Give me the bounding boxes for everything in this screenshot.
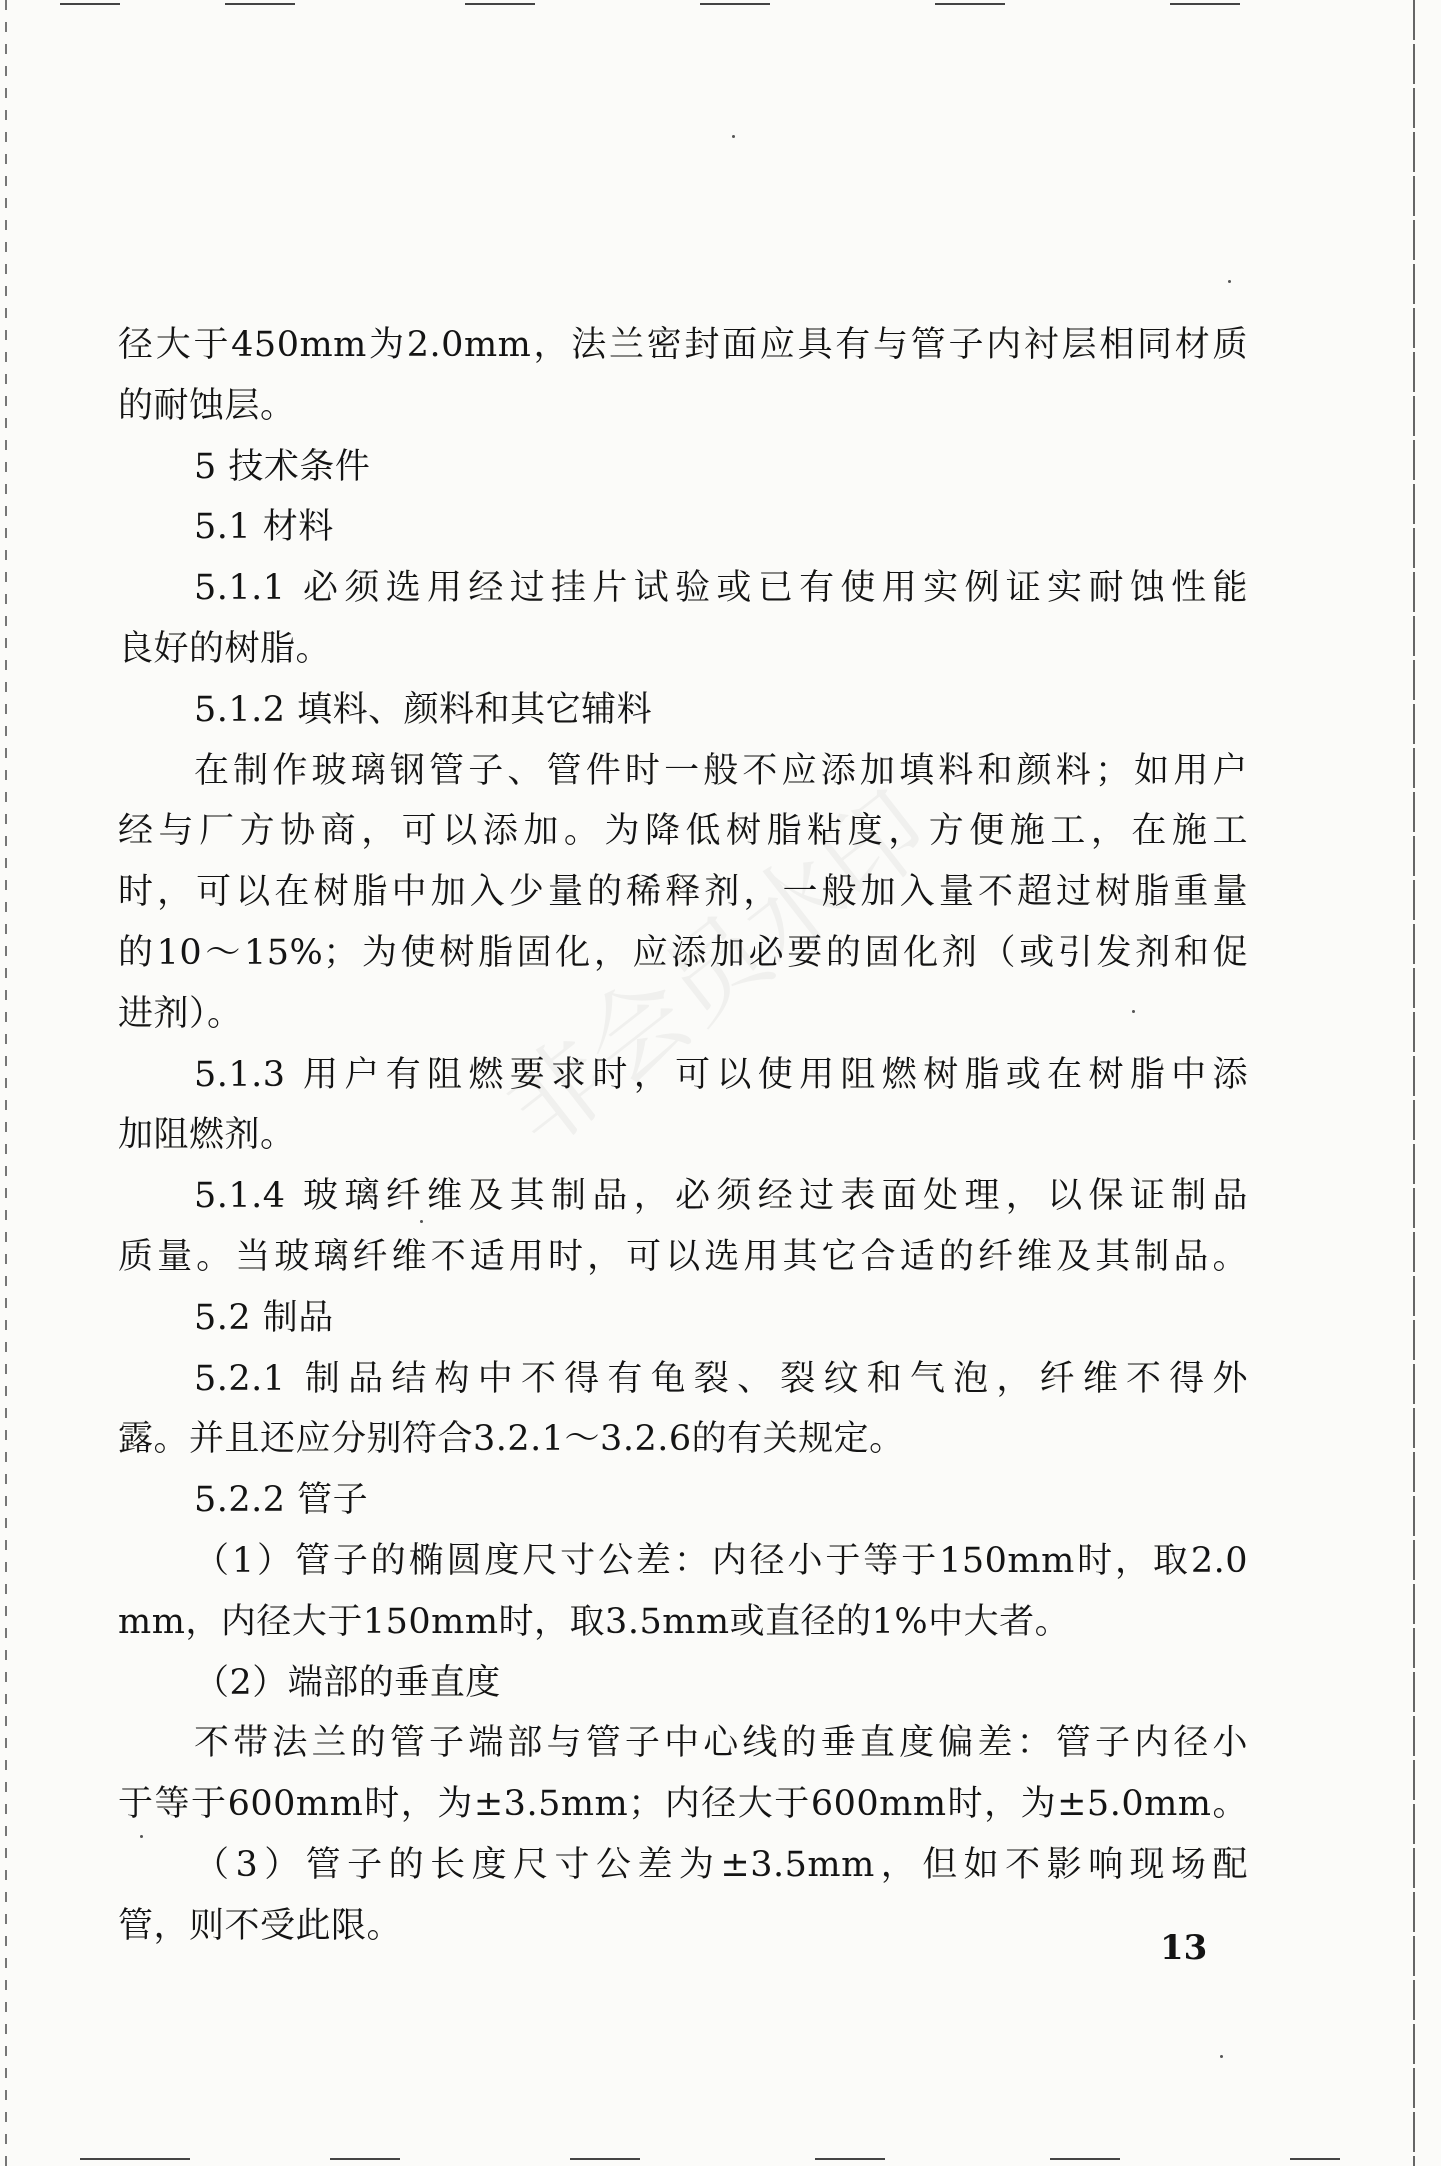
text-line: 良好的树脂。 (118, 628, 332, 669)
scan-speck (1228, 280, 1231, 283)
scan-mark (225, 3, 295, 5)
text-line: （2）端部的垂直度 (194, 1662, 501, 1703)
text-line: 加阻燃剂。 (118, 1115, 296, 1156)
scan-mark (570, 2158, 640, 2160)
text-line: 的10～15%；为使树脂固化，应添加必要的固化剂（或引发剂和促 (118, 932, 1248, 973)
text-line: 质量。当玻璃纤维不适用时，可以选用其它合适的纤维及其制品。 (118, 1236, 1248, 1277)
text-line: 在制作玻璃钢管子、管件时一般不应添加填料和颜料；如用户 (194, 750, 1248, 791)
scan-mark (815, 2158, 885, 2160)
text-line: 进剂）。 (118, 993, 243, 1034)
text-line: 露。并且还应分别符合3.2.1～3.2.6的有关规定。 (118, 1419, 905, 1460)
text-line: 5.2 制品 (194, 1297, 334, 1338)
scan-mark (330, 2158, 400, 2160)
text-line: mm，内径大于150mm时，取3.5mm或直径的1%中大者。 (118, 1601, 1071, 1642)
text-line: 5.2.1 制品结构中不得有龟裂、裂纹和气泡，纤维不得外 (194, 1358, 1248, 1399)
text-line: （3）管子的长度尺寸公差为±3.5mm，但如不影响现场配 (194, 1844, 1248, 1885)
scan-mark (80, 2158, 190, 2160)
text-line: 5.2.2 管子 (194, 1480, 369, 1521)
text-line: 5 技术条件 (194, 446, 371, 487)
scan-mark (465, 3, 535, 5)
scan-mark (1170, 3, 1240, 5)
scan-mark (1050, 2158, 1120, 2160)
scan-mark (1290, 2158, 1340, 2160)
scan-edge-right (1413, 0, 1415, 2166)
scan-mark (935, 3, 1005, 5)
text-line: 5.1 材料 (194, 507, 334, 548)
text-line: 管，则不受此限。 (118, 1905, 403, 1946)
scan-speck (732, 135, 735, 138)
text-line: 的耐蚀层。 (118, 385, 296, 426)
text-line: 径大于450mm为2.0mm，法兰密封面应具有与管子内衬层相同材质 (118, 325, 1248, 365)
page-number: 13 (1160, 1928, 1208, 1968)
text-line: 经与厂方协商，可以添加。为降低树脂粘度，方便施工，在施工 (118, 811, 1248, 852)
text-line: 于等于600mm时，为±3.5mm；内径大于600mm时，为±5.0mm。 (118, 1784, 1248, 1825)
body-text (118, 315, 1248, 1957)
text-line: 5.1.1 必须选用经过挂片试验或已有使用实例证实耐蚀性能 (194, 568, 1248, 609)
text-line: 不带法兰的管子端部与管子中心线的垂直度偏差：管子内径小 (194, 1723, 1248, 1764)
text-line: 时，可以在树脂中加入少量的稀释剂，一般加入量不超过树脂重量 (118, 872, 1248, 913)
scan-mark (700, 3, 770, 5)
scan-mark (60, 3, 120, 5)
scan-speck (1220, 2055, 1223, 2058)
text-line: 5.1.2 填料、颜料和其它辅料 (194, 689, 653, 730)
text-line: 5.1.3 用户有阻燃要求时，可以使用阻燃树脂或在树脂中添 (194, 1054, 1248, 1095)
text-line: 5.1.4 玻璃纤维及其制品，必须经过表面处理，以保证制品 (194, 1176, 1248, 1217)
scan-edge-left (5, 0, 7, 2166)
text-line: （1）管子的椭圆度尺寸公差：内径小于等于150mm时，取2.0 (194, 1540, 1248, 1581)
